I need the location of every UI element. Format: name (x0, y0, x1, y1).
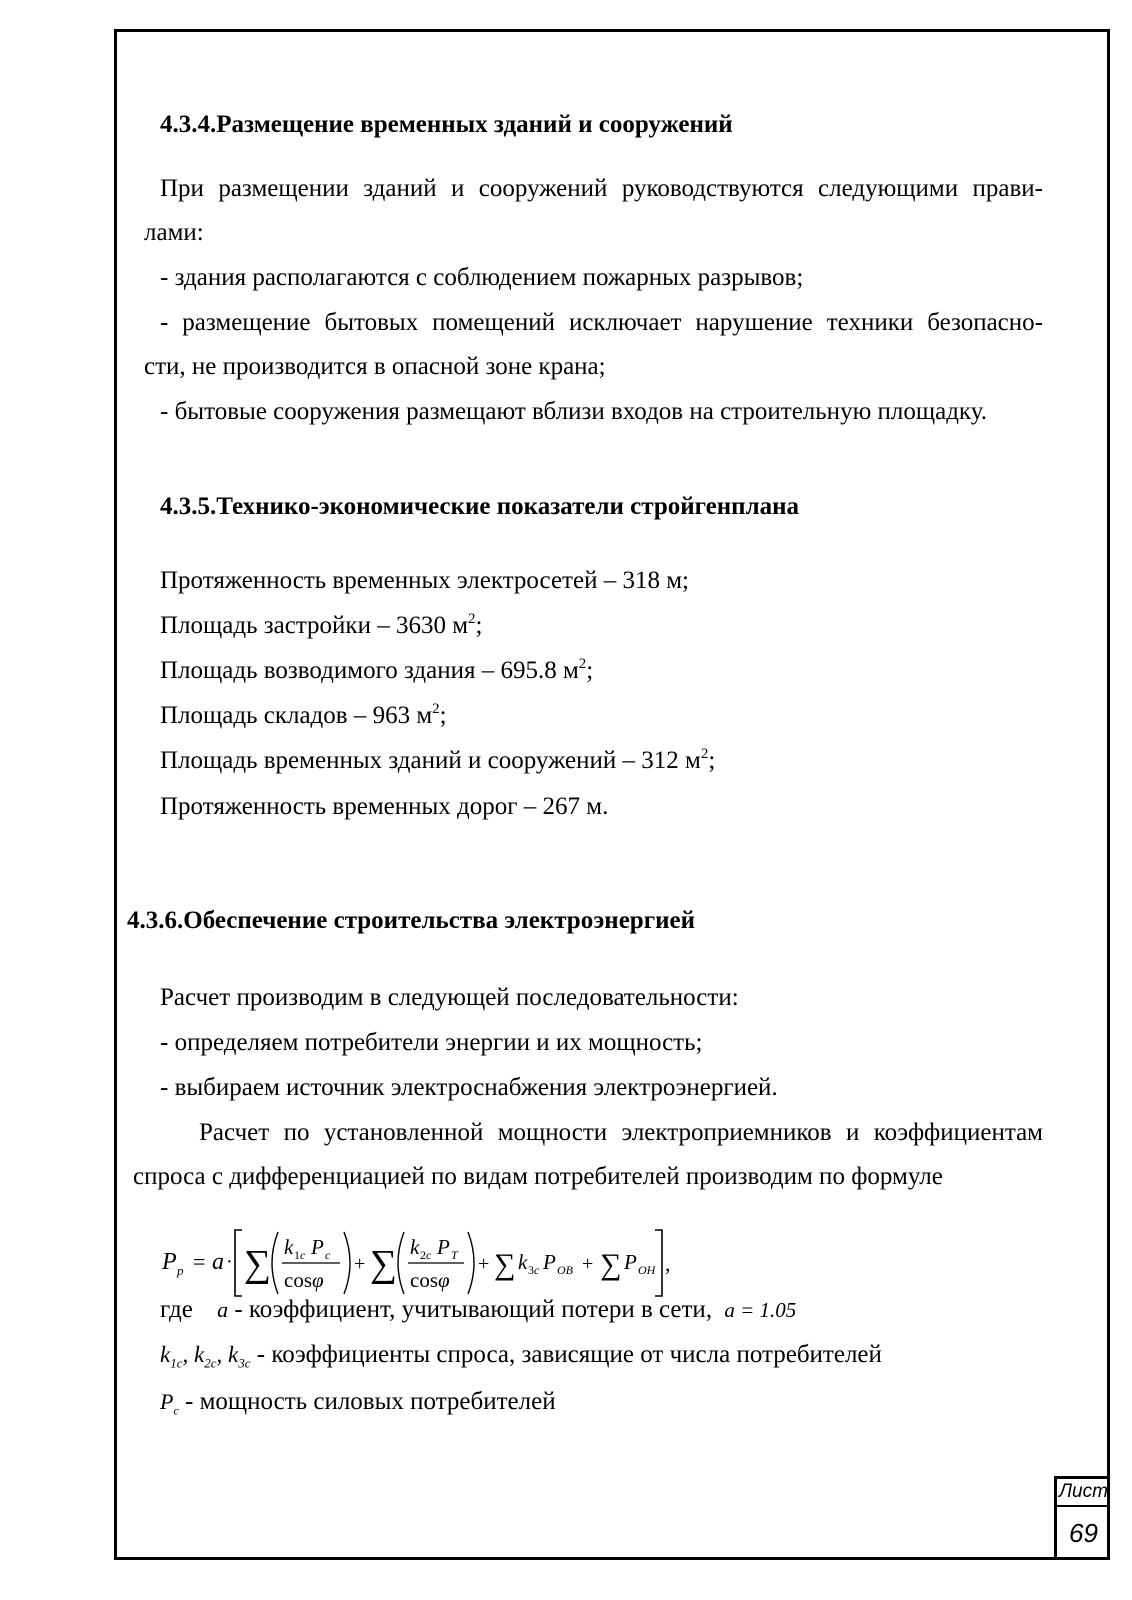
svg-text:P: P (624, 1250, 637, 1274)
paragraph-line: лами: (144, 219, 204, 246)
svg-text:k: k (410, 1235, 420, 1259)
indicator-item: Протяженность временных электросетей – 318 м; (160, 567, 689, 594)
svg-text:∑: ∑ (244, 1243, 272, 1285)
paragraph-line: спроса с дифференциацией по видам потребителей производим по формуле (133, 1163, 943, 1190)
svg-text:OH: OH (638, 1263, 656, 1277)
svg-text:1c: 1c (294, 1248, 306, 1262)
power-formula (160, 1226, 800, 1301)
indicator-item: Площадь складов – 963 $м^2$; (160, 701, 447, 729)
pc-line: $P_c$ - мощность силовых потребителей (160, 1388, 556, 1418)
svg-text:∑: ∑ (494, 1248, 516, 1281)
svg-text:P: P (543, 1250, 556, 1274)
paragraph-line: При размещении зданий и сооружений руководствуются следующими прави- (160, 175, 1043, 202)
bullet-item: - выбираем источник электроснабжения электроэнергией. (160, 1074, 778, 1101)
bullet-item-continuation: сти, не производится в опасной зоне крана; (144, 353, 606, 380)
svg-text:∑: ∑ (370, 1243, 398, 1285)
a-value: a = 1.05 (724, 1298, 797, 1322)
bullet-item: - здания располагаются с соблюдением пожарных разрывов; (160, 264, 804, 291)
svg-text:P: P (162, 1249, 177, 1275)
svg-text:cosφ: cosφ (410, 1268, 450, 1292)
svg-text:OB: OB (557, 1263, 573, 1277)
bullet-item: - бытовые сооружения размещают вблизи входов на строительную площадку. (160, 398, 987, 425)
svg-text:P: P (437, 1235, 450, 1259)
indicator-item: Площадь возводимого здания – 695.8 $м^2$; (160, 656, 594, 684)
svg-text:=: = (193, 1249, 206, 1274)
svg-text:a: a (212, 1249, 224, 1275)
sheet-number: 69 (1069, 1518, 1098, 1548)
section-heading-434: 4.3.4.Размещение временных зданий и сооружений (160, 111, 733, 138)
paragraph-line: Расчет по установленной мощности электроприемников и коэффициентам (199, 1119, 1043, 1146)
indicator-item: Протяженность временных дорог – 267 м. (160, 793, 609, 820)
bullet-item: - размещение бытовых помещений исключает нарушение техники безопасно- (160, 309, 1043, 336)
svg-text:·: · (226, 1251, 233, 1273)
svg-text:T: T (451, 1248, 458, 1262)
paragraph-line: Расчет производим в следующей последовательности: (160, 984, 739, 1011)
svg-text:c: c (325, 1248, 331, 1262)
indicator-item: Площадь застройки – 3630 $м^2$; (160, 611, 483, 639)
section-heading-436: 4.3.6.Обеспечение строительства электроэнергией (127, 907, 695, 934)
svg-text:∑: ∑ (600, 1248, 622, 1281)
svg-text:3c: 3c (528, 1263, 540, 1277)
svg-text:p: p (177, 1263, 184, 1278)
section-heading-435: 4.3.5.Технико-экономические показатели стройгенплана (160, 493, 800, 520)
svg-text:k: k (518, 1250, 528, 1274)
bullet-item: - определяем потребители энергии и их мощность; (160, 1029, 703, 1056)
svg-text:+: + (354, 1253, 366, 1275)
svg-text:cosφ: cosφ (284, 1268, 324, 1292)
k-coefficients-line: $k_{1c}$, $k_{2c}$, $k_{3c}$ - коэффициенты спроса, зависящие от числа потребителей (160, 1341, 882, 1371)
svg-text:+: + (478, 1253, 490, 1275)
indicator-item: Площадь временных зданий и сооружений – 312 $м^2$; (160, 746, 716, 774)
svg-text:P: P (311, 1235, 324, 1259)
svg-text:k: k (284, 1235, 294, 1259)
svg-text:+: + (582, 1253, 594, 1275)
svg-text:2c: 2c (420, 1248, 432, 1262)
sheet-label: Лист (1057, 1479, 1110, 1507)
where-a-line: где a - коэффициент, учитывающий потери в сети, a = 1.05 (160, 1296, 797, 1323)
sheet-stamp (1054, 1476, 1110, 1560)
svg-text:,: , (665, 1251, 671, 1276)
